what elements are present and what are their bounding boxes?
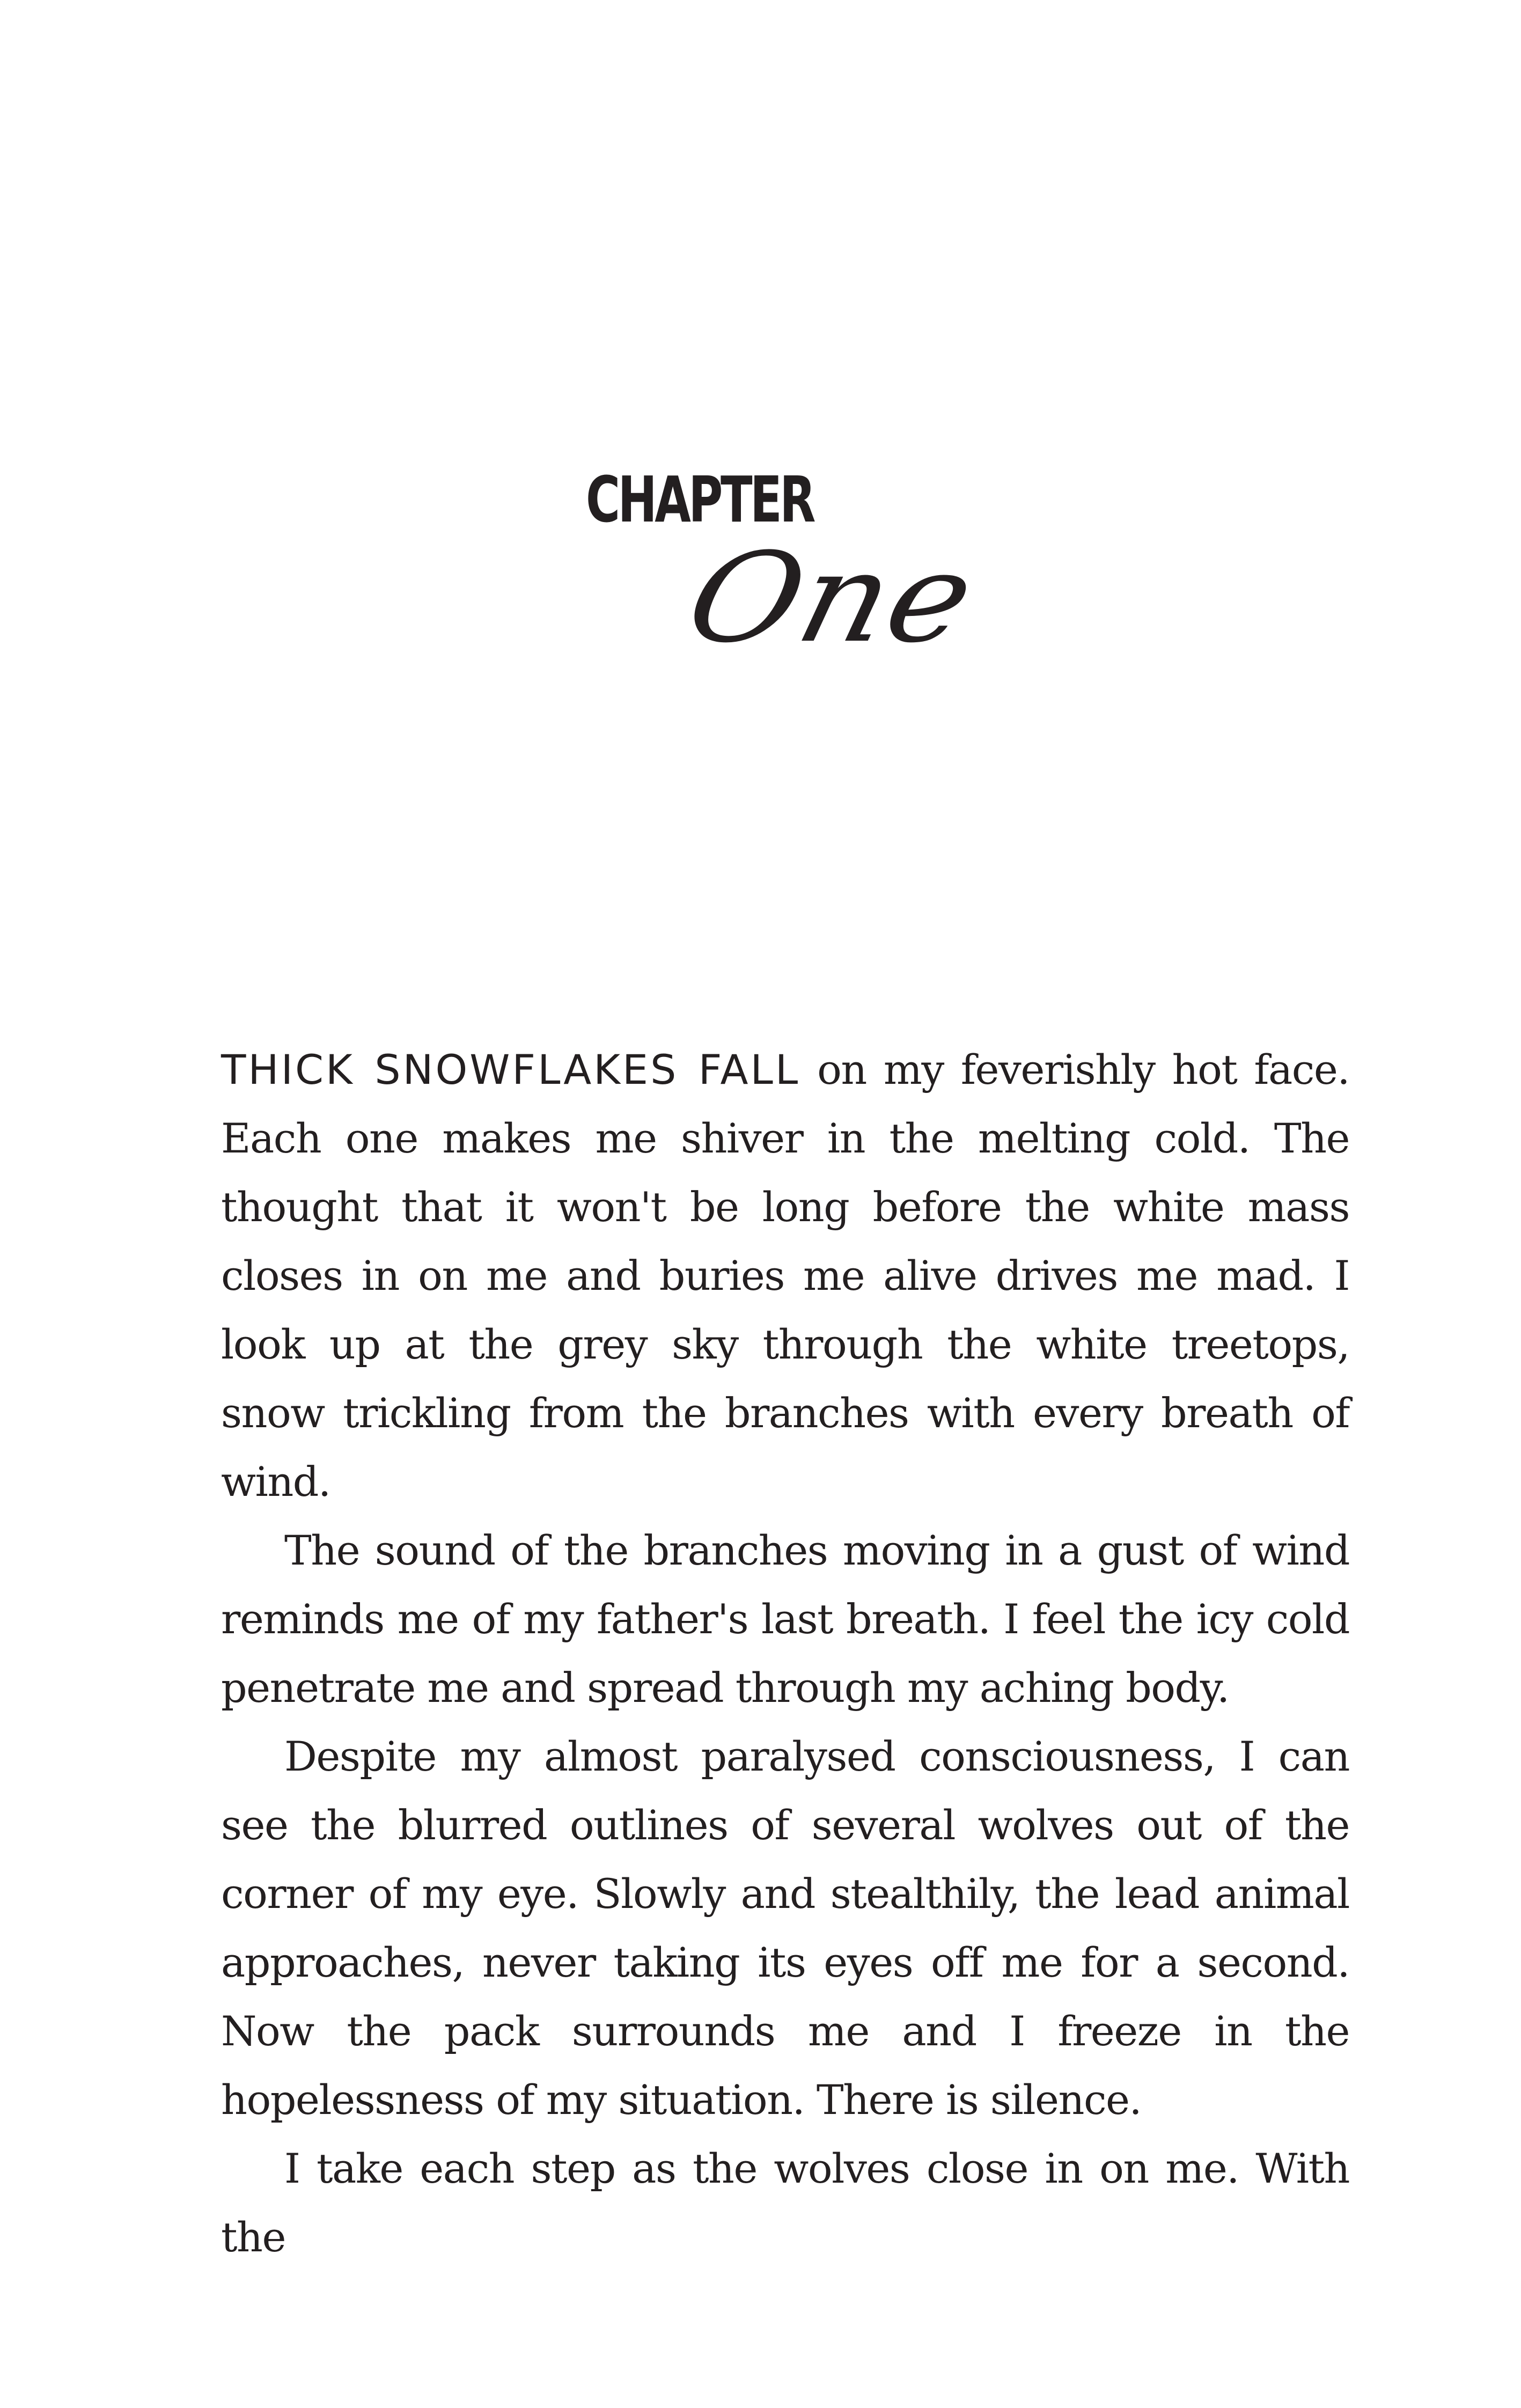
paragraph-1-text: on my feverishly hot face. Each one makes me shiver in the melting cold. The thought that it won't be long before the white mass closes in on me and buries me alive drives me mad. I look up at the grey sky through the white treetops, snow trickling from the branches with every breath of wind. bbox=[221, 1046, 1349, 1506]
chapter-body bbox=[221, 1036, 1349, 2272]
chapter-label: CHAPTER bbox=[586, 462, 814, 537]
lead-in-small-caps: THICK SNOWFLAKES FALL bbox=[221, 1046, 800, 1093]
paragraph-4: I take each step as the wolves close in on me. With the bbox=[221, 2145, 1349, 2261]
paragraph-2: The sound of the branches moving in a gust of wind reminds me of my father's last breath. I feel the icy cold penetrate me and spread through my aching body. bbox=[221, 1526, 1349, 1712]
paragraph-3: Despite my almost paralysed consciousness, I can see the blurred outlines of several wolves out of the corner of my eye. Slowly and stealthily, the lead animal approaches, never taking its eyes off me for a second. Now the pack surrounds me and I freeze in the hopelessness of my situation. There is silence. bbox=[221, 1732, 1349, 2124]
chapter-number: One bbox=[674, 526, 989, 670]
paragraph-1 bbox=[221, 1036, 1349, 1516]
